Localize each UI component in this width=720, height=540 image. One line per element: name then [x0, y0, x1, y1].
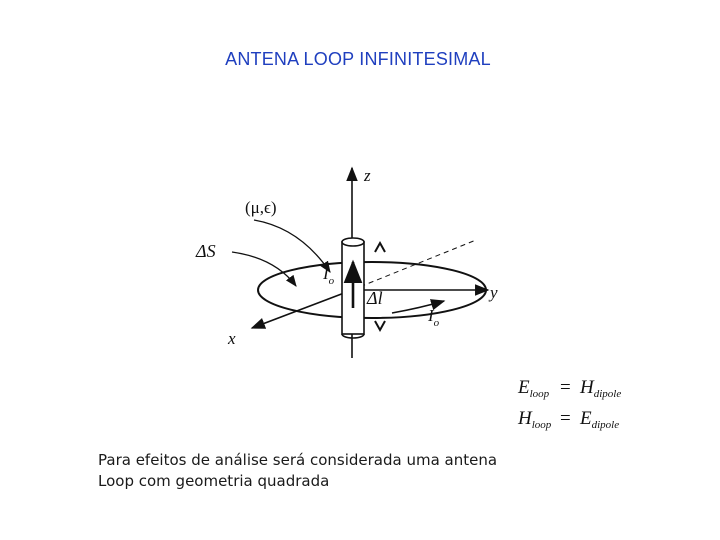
z-axis-label: z	[364, 166, 371, 185]
delta-l-label: Δl	[367, 288, 383, 308]
svg-text:=: =	[560, 377, 571, 398]
caption-line-2: Loop com geometria quadrada	[98, 472, 330, 490]
loop-current-arrow	[392, 301, 444, 313]
medium-label: (μ,ϵ)	[245, 198, 277, 217]
delta-s-label: ΔS	[196, 241, 216, 261]
equation-2	[517, 408, 619, 431]
x-axis	[252, 290, 352, 328]
svg-text:Edipole: $E_{dipole}$	[580, 408, 620, 431]
svg-text:Eloop: $E_{loop}$	[518, 377, 550, 400]
page-title: ANTENA LOOP INFINITESIMAL	[225, 49, 491, 69]
y-axis-label: y	[490, 283, 498, 302]
svg-text:Hdipole: $H_{dipole}$	[580, 377, 622, 400]
svg-text:=: =	[560, 408, 571, 429]
dashed-line	[352, 240, 476, 290]
svg-text:Hloop: $H_{loop}$	[518, 408, 552, 431]
caption-line-1: Para efeitos de análise será considerada uma antena	[98, 451, 498, 469]
chevron-down-icon	[375, 321, 385, 330]
caption	[98, 450, 497, 492]
chevron-up-icon	[375, 243, 385, 252]
outer-current-label: $I_o$	[428, 306, 440, 329]
inner-current-label: $I_o$	[323, 264, 335, 287]
x-axis-label: x	[228, 329, 236, 348]
equation-1	[517, 377, 621, 400]
